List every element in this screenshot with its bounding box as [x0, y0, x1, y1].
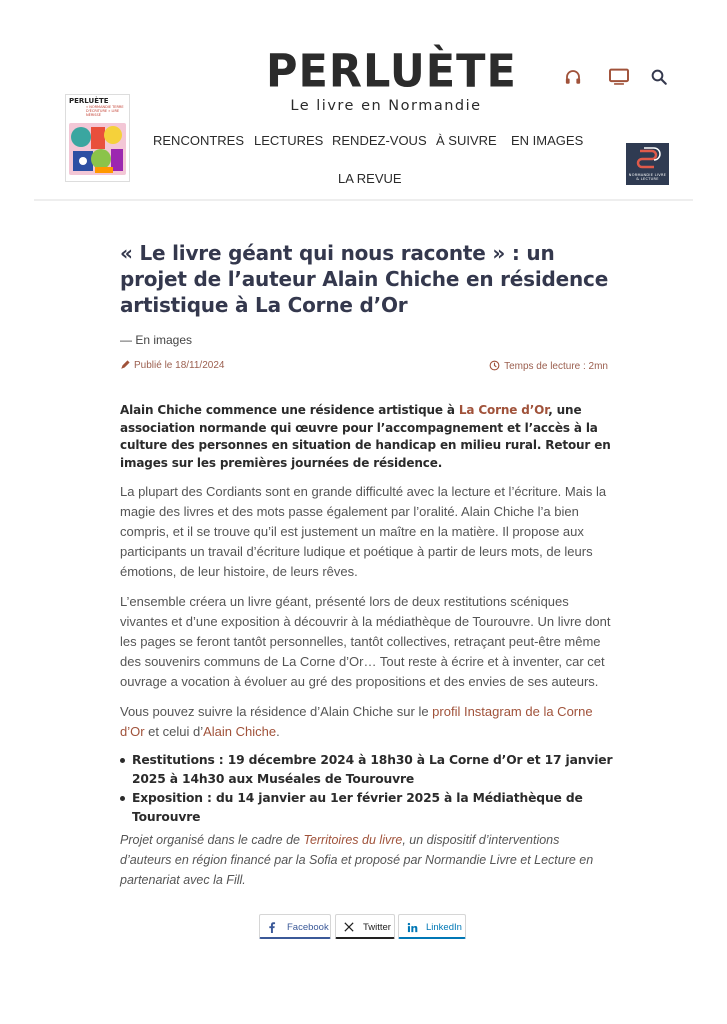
nav-a-suivre[interactable]: À SUIVRE: [436, 133, 497, 148]
article-paragraph-2: L’ensemble créera un livre géant, présenté lors de deux restitutions scéniques vivantes et d’une exposition à découvrir à la médiathèque de Tourouvre. Un livre dont les pages se feront tantôt personnelles, tantôt collectives, retraçant peut-être même des souvenirs communs de La Corne d’Or… Tout reste à écrire et à inventer, car cet ouvrage a vocation à évoluer au gré des propositions et des envies de ses auteurs.: [120, 594, 611, 689]
share-facebook-button[interactable]: [259, 914, 331, 939]
article-title: « Le livre géant qui nous raconte » : un projet de l’auteur Alain Chiche en résidence artistique à La Corne d’Or: [120, 241, 609, 317]
share-facebook-label: Facebook: [287, 922, 329, 933]
site-logo[interactable]: [266, 45, 517, 114]
partner-logo[interactable]: [626, 143, 669, 185]
headphones-icon[interactable]: [564, 68, 582, 90]
p3-text-end: .: [276, 724, 280, 739]
search-icon[interactable]: [650, 68, 668, 90]
monitor-icon[interactable]: [608, 68, 630, 90]
credit-text-end: , un dispositif d’interventions d’auteurs en région financé par la Sofia et proposé par Normandie Livre et Lecture en partenariat avec la Fill.: [120, 833, 594, 887]
nav-rencontres[interactable]: RENCONTRES: [153, 133, 245, 148]
logo-wordmark: PERLUÈTE: [266, 45, 517, 99]
magazine-title: PERLUÈTE: [69, 97, 109, 105]
nav-rendez-vous[interactable]: RENDEZ-VOUS: [332, 133, 427, 148]
lead-text-end: , une association normande qui œuvre pour l’accompagnement et l’accès à la culture des personnes en situation de handicap en milieu rural. Retour en images sur les premières journées de résidence.: [120, 403, 611, 470]
credit-text-start: Projet organisé dans le cadre de: [120, 833, 304, 847]
magazine-cover[interactable]: [65, 94, 130, 182]
share-twitter-button[interactable]: [335, 914, 395, 939]
article-paragraph-3: [120, 702, 614, 742]
list-item: Restitutions : 19 décembre 2024 à 18h30 à La Corne d’Or et 17 janvier 2025 à 14h30 aux Muséales de Tourouvre: [120, 751, 614, 789]
clock-icon: [489, 360, 500, 371]
publish-date-text: Publié le 18/11/2024: [134, 360, 225, 371]
header-icons: [564, 68, 704, 90]
p3-text-middle: et celui d’: [144, 724, 204, 739]
pencil-icon: [120, 360, 130, 370]
article-lead: [120, 402, 614, 472]
nav-lectures[interactable]: LECTURES: [254, 133, 324, 148]
share-twitter-label: Twitter: [363, 922, 391, 933]
facebook-icon: [268, 922, 276, 933]
link-instagram-corne-dor[interactable]: profil Instagram de la Corne d’Or: [120, 704, 593, 739]
nav-la-revue[interactable]: LA REVUE: [338, 171, 402, 186]
event-list: [120, 751, 614, 827]
article-paragraph-1: La plupart des Cordiants sont en grande difficulté avec la lecture et l’écriture. Mais la magie des livres et des mots passe également par l’oralité. Alain Chiche l’a bien compris, et il se trouve qu’il est justement un maître en la matière. Il propose aux participants un travail d’écriture ludique et poétique à partir de leurs mots, de leurs émotions, de leur histoire, de leurs rêves.: [120, 484, 607, 579]
linkedin-icon: [407, 922, 418, 933]
link-territoires-du-livre[interactable]: Territoires du livre: [303, 833, 403, 847]
site-header: [34, 0, 693, 201]
x-icon: [344, 922, 354, 932]
share-linkedin-button[interactable]: [398, 914, 466, 939]
share-linkedin-label: LinkedIn: [426, 922, 462, 933]
magazine-cover-text: « NORMANDIE TERRE D'ÉCRITURE » LIRE NÉRISSÉ: [86, 105, 124, 117]
lead-text-start: Alain Chiche commence une résidence artistique à: [120, 403, 459, 417]
nav-en-images[interactable]: EN IMAGES: [511, 133, 584, 148]
partner-logo-text: NORMANDIE LIVRE & LECTURE: [628, 173, 667, 181]
link-la-corne-dor[interactable]: La Corne d’Or: [458, 403, 549, 417]
list-item: Exposition : du 14 janvier au 1er février 2025 à la Médiathèque de Tourouvre: [120, 789, 614, 827]
reading-time-text: Temps de lecture : 2mn: [504, 361, 608, 372]
p3-text-start: Vous pouvez suivre la résidence d’Alain Chiche sur le: [120, 704, 433, 719]
magazine-illustration: [69, 123, 126, 175]
article-credit: [120, 830, 614, 890]
logo-subtitle: Le livre en Normandie: [290, 98, 482, 114]
reading-time: [489, 360, 608, 372]
link-alain-chiche[interactable]: Alain Chiche: [203, 724, 277, 739]
publish-date: [120, 360, 224, 371]
article-category[interactable]: — En images: [120, 333, 193, 347]
partner-logo-mark: [626, 143, 669, 173]
